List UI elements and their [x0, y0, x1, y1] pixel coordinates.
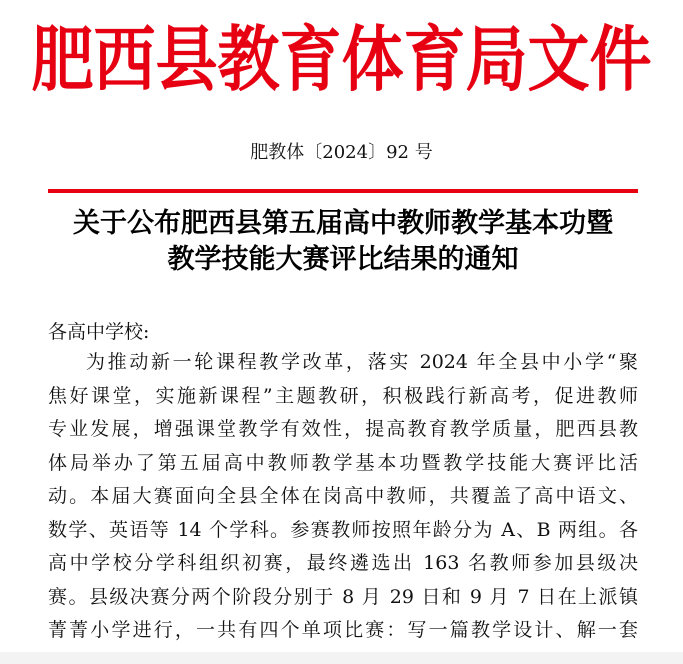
- notice-title: [36, 206, 650, 278]
- body-line: 焦好课堂，实施新课程”主题教研，积极践行新高考，促进教师: [48, 384, 638, 407]
- notice-title-line-1: 关于公布肥西县第五届高中教师教学基本功暨: [73, 208, 613, 239]
- body-line: 动。本届大赛面向全县全体在岗高中教师，共覆盖了高中语文、: [48, 485, 638, 507]
- body-line: 专业发展，增强课堂教学有效性，提高教育教学质量，肥西县教: [48, 418, 638, 440]
- body-line: 数学、英语等 14 个学科。参赛教师按照年龄分为 A、B 两组。各: [48, 518, 638, 541]
- body-line: 菁菁小学进行，一共有四个单项比赛：写一篇教学设计、解一套: [48, 619, 638, 641]
- body-line: 为推动新一轮课程教学改革，落实 2024 年全县中小学“聚: [86, 351, 638, 373]
- body-line: 高中学校分学科组织初赛，最终遴选出 163 名教师参加县级决: [48, 552, 638, 574]
- salutation: 各高中学校:: [48, 321, 150, 343]
- page-bottom-edge: [0, 652, 683, 664]
- body-line: 体局举办了第五届高中教师教学基本功暨教学技能大赛评比活: [48, 451, 638, 474]
- masthead-title: 肥西县教育体育局文件: [31, 17, 652, 102]
- body-paragraph: [48, 346, 638, 648]
- document-number: 肥教体〔2024〕92 号: [250, 142, 433, 163]
- notice-title-line-2: 教学技能大赛评比结果的通知: [167, 244, 519, 275]
- body-line: 赛。县级决赛分两个阶段分别于 8 月 29 日和 9 月 7 日在上派镇: [48, 585, 638, 608]
- red-divider-line: [48, 189, 638, 193]
